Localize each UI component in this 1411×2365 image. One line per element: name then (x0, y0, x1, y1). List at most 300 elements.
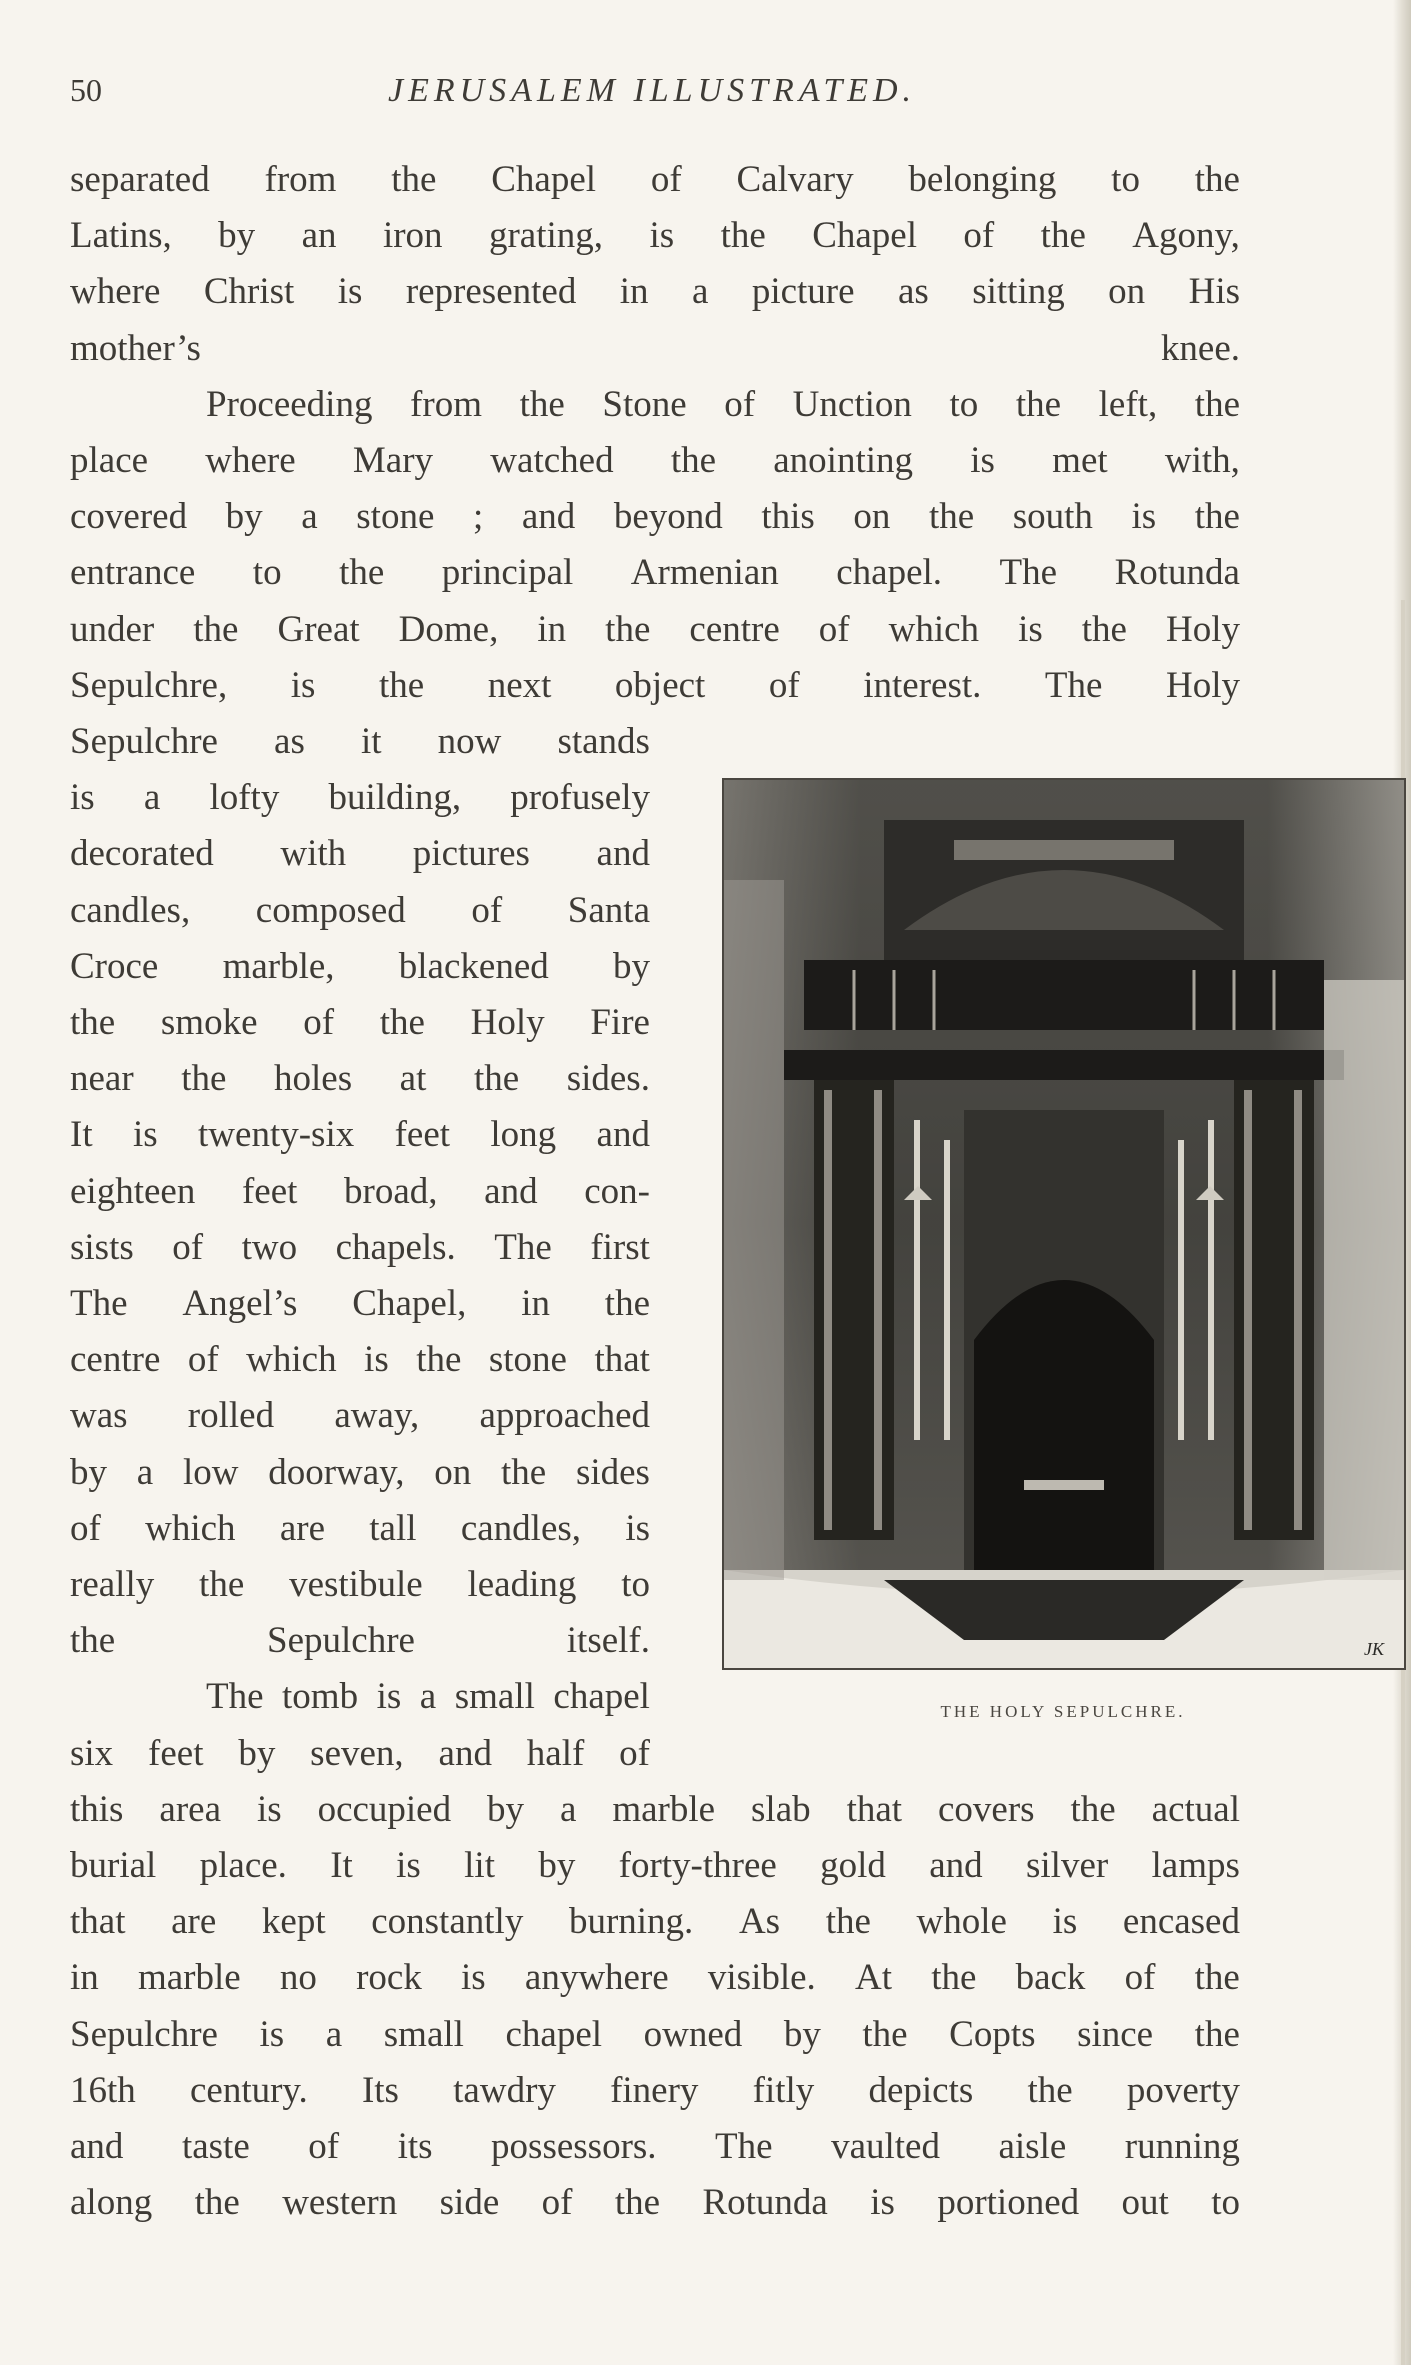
word: is (396, 1845, 421, 1886)
word: to (1111, 159, 1140, 200)
word: Stone (602, 383, 687, 425)
word: is (461, 1957, 486, 1999)
word: of (650, 159, 682, 200)
word: place. (199, 1845, 287, 1886)
word: area (159, 1788, 221, 1830)
word: Holy (470, 1002, 545, 1044)
word: six (70, 1732, 114, 1774)
word: to (252, 552, 282, 594)
holy-sepulchre-illustration (722, 778, 1406, 1670)
text-line (70, 658, 1240, 714)
word: under (70, 608, 155, 650)
word: Dome, (398, 608, 499, 650)
word: The (715, 2126, 773, 2168)
word: Great (277, 608, 360, 650)
word: twenty-six (198, 1114, 355, 1156)
word: feet (148, 1732, 204, 1774)
word: picture (751, 271, 855, 313)
text-line (70, 1107, 650, 1163)
word: is (132, 1114, 158, 1156)
word: is (870, 2182, 895, 2224)
word: with, (1164, 440, 1240, 481)
word: is (1052, 1901, 1078, 1943)
word: of (768, 664, 800, 706)
word: portioned (937, 2182, 1080, 2224)
word: and (596, 1114, 650, 1156)
word: of (541, 2182, 573, 2224)
word: a (419, 1676, 437, 1718)
word: is (337, 271, 363, 313)
word: to (621, 1564, 650, 1606)
word: to (949, 383, 979, 425)
word: the (670, 440, 717, 481)
word: kept (261, 1901, 326, 1943)
word: occupied (317, 1788, 452, 1830)
word: covered (70, 496, 188, 538)
word: chapel (505, 2013, 603, 2055)
word: finery (610, 2069, 699, 2111)
text-line (70, 264, 1240, 320)
word: western (282, 2182, 398, 2224)
running-head: JERUSALEM ILLUSTRATED. (388, 72, 917, 109)
text-line (70, 1557, 650, 1613)
word: Unction (792, 383, 912, 425)
word: century. (189, 2069, 308, 2111)
text-line (70, 2119, 1240, 2175)
word: by (70, 1451, 107, 1493)
word: that (594, 1339, 650, 1381)
word: watched (490, 440, 614, 481)
page-number: 50 (70, 72, 102, 108)
word: and (484, 1170, 538, 1212)
word: where (205, 440, 296, 481)
word: as (897, 271, 929, 313)
word: anywhere (524, 1957, 669, 1999)
word: stands (557, 721, 650, 762)
text-line (70, 1445, 650, 1501)
word: Christ (203, 271, 295, 313)
word: are (171, 1901, 217, 1943)
word: was (70, 1395, 128, 1437)
page-header (70, 72, 1250, 116)
word: Chapel (491, 159, 597, 200)
word: of (187, 1339, 219, 1381)
text-line: mother’s knee. (70, 327, 1240, 369)
word: ; (472, 496, 484, 538)
word: and (70, 2126, 124, 2168)
text-line (70, 1782, 1240, 1838)
text-line (70, 1726, 650, 1782)
word: Santa (567, 889, 650, 931)
word: doorway, (268, 1451, 405, 1493)
word: now (437, 721, 502, 762)
word: gold (820, 1845, 886, 1886)
text-line (70, 1501, 650, 1557)
word: represented (405, 271, 577, 313)
word: the (862, 2013, 908, 2055)
word: the (1194, 159, 1240, 200)
word: lofty (209, 777, 280, 819)
word: The (1044, 664, 1103, 706)
word: the (379, 1002, 425, 1044)
word: separated (70, 159, 210, 200)
word: long (490, 1114, 557, 1156)
text-line (70, 826, 650, 882)
word: by (783, 2013, 821, 2055)
word: of (70, 1507, 101, 1549)
text-line (70, 2175, 1240, 2231)
text-line (70, 770, 650, 826)
word: in (70, 1957, 99, 1999)
word: out (1121, 2182, 1169, 2224)
text-line (70, 1950, 1240, 2006)
word: sitting (972, 271, 1065, 313)
word: is (364, 1339, 389, 1381)
text-line (70, 208, 1240, 264)
word: Chapel (812, 215, 917, 257)
word: sists (70, 1226, 134, 1268)
word: it (360, 721, 382, 762)
word: in (619, 271, 649, 313)
word: on (853, 496, 891, 538)
word: from (410, 383, 482, 425)
word: the (605, 608, 651, 650)
word: chapel. (836, 552, 943, 594)
word: small (383, 2013, 464, 2055)
word: iron (382, 215, 443, 257)
word: the (199, 1564, 245, 1606)
word: lamps (1151, 1845, 1240, 1886)
word: the (193, 608, 239, 650)
word: a (301, 496, 318, 538)
word: on (1108, 271, 1146, 313)
word: and (521, 496, 576, 538)
word: blackened (398, 945, 549, 987)
word: As (738, 1901, 781, 1943)
word: the (194, 2182, 240, 2224)
word: by (487, 1788, 525, 1830)
text-line: the Sepulchre itself. (70, 1620, 650, 1662)
word: of (172, 1226, 204, 1268)
word: Agony, (1132, 215, 1240, 257)
word: is (625, 1507, 650, 1549)
word: aisle (998, 2126, 1067, 2168)
word: object (614, 664, 706, 706)
word: an (301, 215, 337, 257)
word: the (1070, 1788, 1116, 1830)
word: by (612, 945, 650, 987)
word: Rotunda (702, 2182, 828, 2224)
word: leading (467, 1564, 577, 1606)
word: place (70, 440, 149, 481)
word: It (70, 1114, 93, 1156)
word: Calvary (736, 159, 854, 200)
word: half (526, 1732, 585, 1774)
word: rolled (187, 1395, 275, 1437)
word: is (1018, 608, 1043, 650)
word: the (928, 496, 975, 538)
word: near (70, 1058, 134, 1100)
word: the (519, 383, 565, 425)
word: lit (464, 1845, 495, 1886)
word: is (376, 1676, 402, 1718)
word: no (279, 1957, 317, 1999)
word: of (308, 2126, 340, 2168)
word: smoke (160, 1002, 258, 1044)
text-line (70, 1388, 650, 1444)
word: 16th (70, 2069, 136, 2111)
word: Angel’s (182, 1283, 298, 1325)
word: tomb (282, 1676, 359, 1718)
word: depicts (868, 2069, 974, 2111)
word: Holy (1166, 608, 1240, 650)
word: a (559, 1788, 577, 1830)
word: the (1194, 1957, 1240, 1999)
paragraph-3-narrow (70, 1669, 650, 1781)
text-line (70, 1838, 1240, 1894)
word: the (473, 1058, 520, 1100)
word: of (818, 608, 850, 650)
word: seven, (310, 1732, 404, 1774)
word: the (614, 2182, 661, 2224)
word: and (929, 1845, 983, 1886)
text-line (70, 995, 650, 1051)
word: and (438, 1732, 492, 1774)
word: small (454, 1676, 535, 1718)
figure-caption: THE HOLY SEPULCHRE. (940, 1702, 1186, 1721)
word: the (931, 1957, 977, 1999)
word: a (325, 2013, 343, 2055)
word: entrance (70, 552, 196, 594)
word: is (256, 1788, 282, 1830)
word: is (259, 2013, 285, 2055)
word: of (619, 1732, 650, 1774)
word: the (604, 1283, 650, 1325)
word: forty-three (618, 1845, 777, 1886)
word: the (1081, 608, 1127, 650)
word: the (378, 664, 425, 706)
word: sides. (566, 1058, 650, 1100)
word: centre (689, 608, 780, 650)
word: where (70, 271, 161, 313)
word: to (1211, 2182, 1240, 2224)
text-line (70, 1051, 650, 1107)
holy-sepulchre-image (724, 780, 1404, 1668)
word: con- (584, 1170, 650, 1212)
word: in (521, 1283, 550, 1325)
word: marble (137, 1957, 241, 1999)
word: the (1015, 383, 1062, 425)
text-line (70, 883, 650, 939)
text-line (70, 1276, 650, 1332)
word: tall (369, 1507, 417, 1549)
word: the (416, 1339, 462, 1381)
word: which (145, 1507, 236, 1549)
word: from (264, 159, 337, 200)
word: feet (394, 1114, 451, 1156)
word: fitly (752, 2069, 815, 2111)
word: first (590, 1226, 650, 1268)
word: the (1027, 2069, 1073, 2111)
word: on (434, 1451, 472, 1493)
word: Latins, (70, 215, 172, 257)
text-line (70, 377, 1240, 433)
word: by (538, 1845, 576, 1886)
word: vestibule (289, 1564, 423, 1606)
word: in (537, 608, 567, 650)
word: back (1015, 1957, 1086, 1999)
word: encased (1122, 1901, 1240, 1943)
word: principal (441, 552, 574, 594)
paragraph-2-narrow (70, 714, 650, 1669)
text-line (70, 1332, 650, 1388)
word: owned (643, 2013, 743, 2055)
paragraph-1 (70, 152, 1240, 377)
word: slab (751, 1788, 811, 1830)
text-line (70, 433, 1240, 489)
word: covers (938, 1788, 1035, 1830)
word: by (225, 496, 263, 538)
text-line (70, 2007, 1240, 2063)
word: met (1052, 440, 1108, 481)
word: sides (575, 1451, 650, 1493)
word: by (238, 1732, 276, 1774)
word: next (487, 664, 552, 706)
text-line (70, 1164, 650, 1220)
word: really (70, 1564, 155, 1606)
word: Armenian (630, 552, 779, 594)
word: away, (334, 1395, 420, 1437)
word: Mary (352, 440, 434, 481)
word: of (724, 383, 756, 425)
word: poverty (1126, 2069, 1240, 2111)
word: by (218, 215, 256, 257)
word: broad, (344, 1170, 438, 1212)
word: burial (70, 1845, 157, 1886)
word: a (136, 1451, 154, 1493)
word: grating, (488, 215, 604, 257)
word: composed (255, 889, 406, 931)
word: pictures (412, 833, 530, 875)
word: running (1124, 2126, 1240, 2168)
word: actual (1151, 1788, 1240, 1830)
word: silver (1025, 1845, 1109, 1886)
word: building, (328, 777, 462, 819)
word: that (846, 1788, 903, 1830)
word: feet (241, 1170, 298, 1212)
word: belonging (908, 159, 1057, 200)
word: It (330, 1845, 353, 1886)
word: visible. (707, 1957, 816, 1999)
word: is (1131, 496, 1157, 538)
word: the (720, 215, 766, 257)
word: with (280, 833, 347, 875)
word: The (70, 1283, 128, 1325)
word: anointing (773, 440, 914, 481)
word: taste (181, 2126, 250, 2168)
word: the (825, 1901, 871, 1943)
word: burning. (568, 1901, 694, 1943)
word: the (391, 159, 437, 200)
text-line (70, 1669, 650, 1725)
text-line (70, 1894, 1240, 1950)
word: marble, (222, 945, 335, 987)
word: a (691, 271, 709, 313)
word: Sepulchre (70, 2013, 218, 2055)
word: possessors. (491, 2126, 657, 2168)
word: at (399, 1058, 427, 1100)
word: is (649, 215, 675, 257)
word: two (241, 1226, 298, 1268)
word: centre (70, 1339, 161, 1381)
word: side (439, 2182, 500, 2224)
word: and (596, 833, 650, 875)
word: are (279, 1507, 325, 1549)
word: south (1012, 496, 1093, 538)
word: His (1188, 271, 1240, 313)
word: whole (916, 1901, 1007, 1943)
word: At (855, 1957, 892, 1999)
text-line (70, 2063, 1240, 2119)
word: beyond (613, 496, 723, 538)
word: low (182, 1451, 239, 1493)
word: profusely (510, 777, 650, 819)
word: decorated (70, 833, 214, 875)
word: Chapel, (352, 1283, 467, 1325)
word: eighteen (70, 1170, 196, 1212)
word: which (246, 1339, 337, 1381)
text-line (70, 545, 1240, 601)
word: is (70, 777, 95, 819)
word: the (1194, 383, 1240, 425)
word: approached (479, 1395, 650, 1437)
word: Rotunda (1114, 552, 1240, 594)
word: since (1077, 2013, 1154, 2055)
word: a (143, 777, 161, 819)
word: as (274, 721, 305, 762)
word: chapels. (335, 1226, 456, 1268)
word: Holy (1165, 664, 1240, 706)
word: Its (361, 2069, 399, 2111)
word: Sepulchre, (70, 664, 228, 706)
word: the (70, 1002, 116, 1044)
text-line (70, 939, 650, 995)
word: of (963, 215, 995, 257)
paragraph-2-full (70, 377, 1240, 714)
word: which (888, 608, 980, 650)
word: Copts (949, 2013, 1036, 2055)
word: rock (356, 1957, 422, 1999)
text-line (70, 602, 1240, 658)
text-line (70, 714, 650, 770)
word: stone (356, 496, 435, 538)
word: the (1040, 215, 1086, 257)
text-line (70, 1220, 650, 1276)
word: Sepulchre (70, 721, 218, 762)
word: the (1194, 2013, 1240, 2055)
word: Croce (70, 945, 159, 987)
word: interest. (863, 664, 982, 706)
word: constantly (371, 1901, 524, 1943)
word: left, (1098, 383, 1158, 425)
word: The (494, 1226, 552, 1268)
word: along (70, 2182, 153, 2224)
word: that (70, 1901, 126, 1943)
word: of (471, 889, 503, 931)
word: is (970, 440, 995, 481)
word: tawdry (453, 2069, 556, 2111)
figure-monogram: JK (1364, 1639, 1384, 1659)
